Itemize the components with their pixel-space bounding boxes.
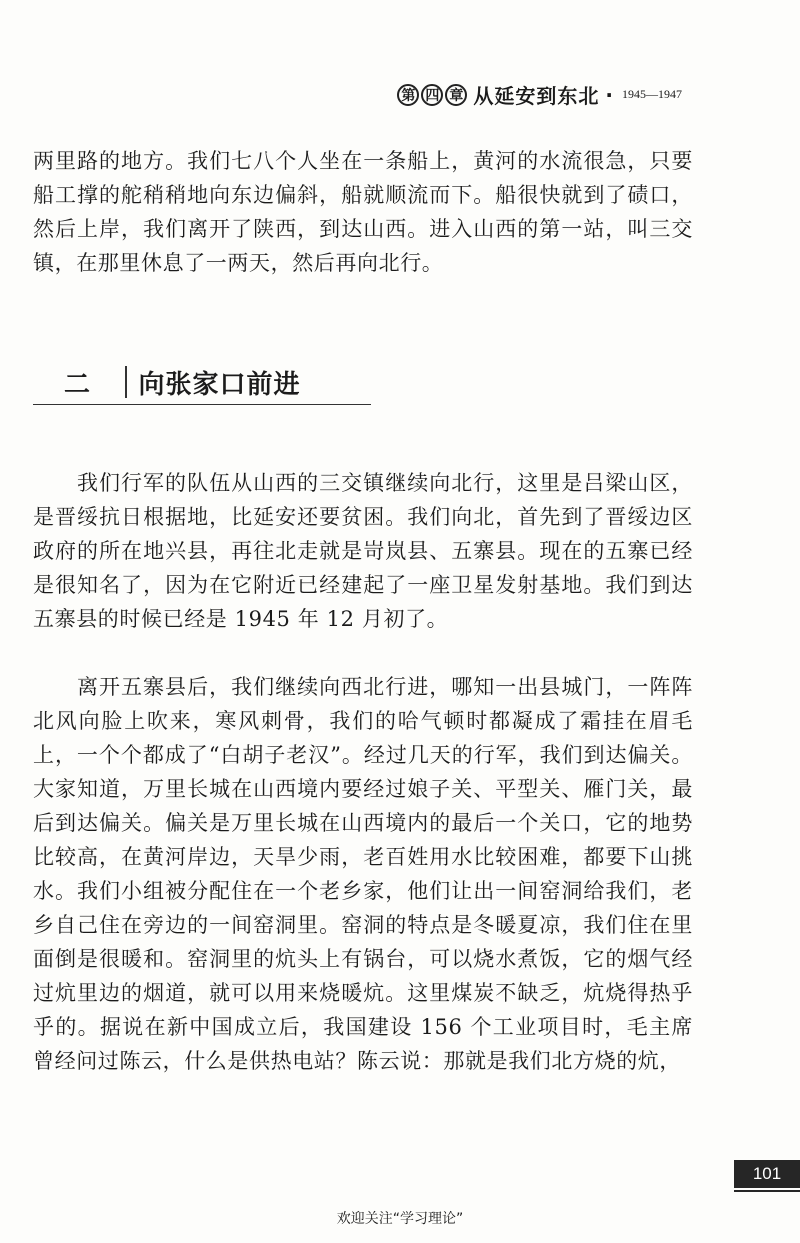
page-number-underline [734,1190,800,1192]
section-number: 二 [63,369,90,400]
chapter-badge [397,84,467,106]
paragraph-continued: 两里路的地方。我们七八个人坐在一条船上，黄河的水流很急，只要船工撑的舵稍稍地向东边偏斜，船就顺流而下。船很快就到了碛口，然后上岸，我们离开了陕西，到达山西。进入山西的第一站，叫三交镇，在那里休息了一两天，然后再向北行。 [33,149,693,275]
chapter-years: 1945—1947 [622,87,682,101]
paragraph: 离开五寨县后，我们继续向西北行进，哪知一出县城门，一阵阵北风向脸上吹来，寒风刺骨，我们的哈气顿时都凝成了霜挂在眉毛上，一个个都成了“白胡子老汉”。经过几天的行军，我们到达偏关。大家知道，万里长城在山西境内要经过娘子关、平型关、雁门关，最后到达偏关。偏关是万里长城在山西境内的最后一个关口，它的地势比较高，在黄河岸边，天旱少雨，老百姓用水比较困难，都要下山挑水。我们小组被分配住在一个老乡家，他们让出一间窑洞给我们，老乡自己住在旁边的一间窑洞里。窑洞的特点是冬暖夏凉，我们住在里面倒是很暖和。窑洞里的炕头上有锅台，可以烧水煮饭，它的烟气经过炕里边的烟道，就可以用来烧暖炕。这里煤炭不缺乏，炕烧得热乎乎的。据说在新中国成立后，我国建设 156 个工业项目时，毛主席曾经问过陈云，什么是供热电站？陈云说：那就是我们北方烧的炕， [33,675,693,1073]
section-heading [33,360,371,405]
chapter-badge-char: 章 [445,84,467,106]
paragraph: 我们行军的队伍从山西的三交镇继续向北行，这里是吕梁山区，是晋绥抗日根据地，比延安还要贫困。我们向北，首先到了晋绥边区政府的所在地兴县，再往北走就是岢岚县、五寨县。现在的五寨已经是很知名了，因为在它附近已经建起了一座卫星发射基地。我们到达五寨县的时候已经是 1945 年 12 月初了。 [33,471,693,631]
page-number: 101 [734,1160,800,1188]
header-separator: · [605,82,614,107]
footer-note: 欢迎关注“学习理论” [336,1211,464,1227]
section-title: 向张家口前进 [138,369,301,400]
chapter-title: 从延安到东北 [473,84,600,108]
section-divider [125,366,127,398]
chapter-badge-char: 第 [397,84,419,106]
running-header [397,80,682,109]
chapter-badge-char: 四 [421,84,443,106]
